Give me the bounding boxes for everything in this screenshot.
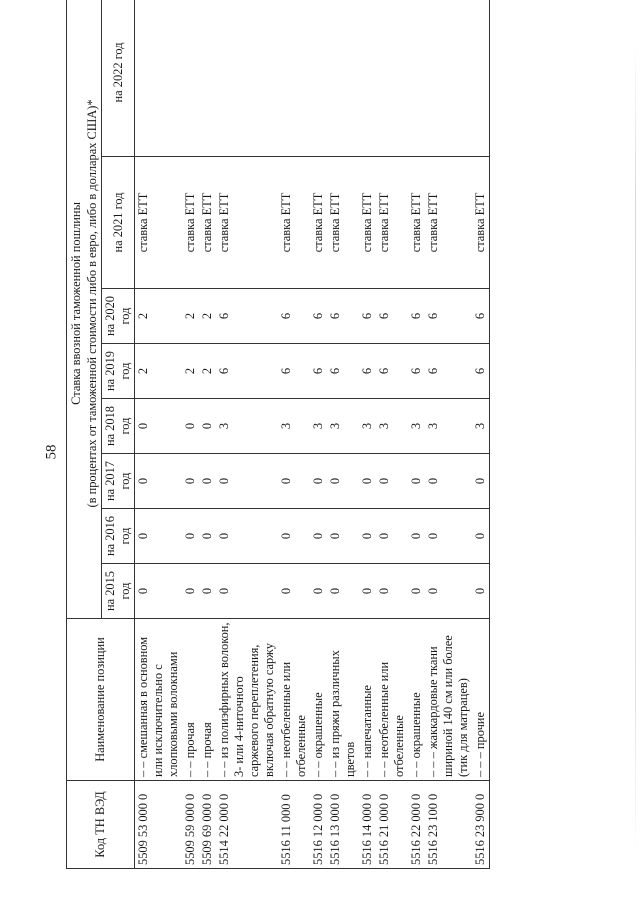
table-row (278, 0, 310, 869)
cell-rate: ставка ЕТТ (408, 157, 425, 289)
cell-rate: 0 (135, 454, 183, 509)
table-row (425, 0, 472, 869)
cell-rate: 0 (425, 509, 472, 564)
table-row (408, 0, 425, 869)
cell-rate (278, 0, 310, 157)
cell-name: – – смешанная в основном или исключительно с хлопковыми волокнами (135, 619, 183, 781)
header-year: на 2015 год (102, 564, 135, 619)
cell-rate: 0 (182, 399, 199, 454)
cell-rate: 0 (327, 509, 359, 564)
header-rate (67, 0, 102, 619)
cell-rate: 0 (135, 564, 183, 619)
cell-rate: 0 (425, 564, 472, 619)
cell-rate: 6 (327, 344, 359, 399)
cell-code: 5516 23 100 0 (425, 781, 472, 869)
cell-rate: ставка ЕТТ (472, 157, 490, 289)
cell-name: – – окрашенные (310, 619, 327, 781)
cell-rate: 3 (278, 399, 310, 454)
cell-code: 5516 12 000 0 (310, 781, 327, 869)
cell-rate: 0 (472, 454, 490, 509)
header-name: Наименование позиции (67, 619, 135, 781)
cell-name: – – неотбеленные или отбеленные (278, 619, 310, 781)
cell-code: 5509 69 000 0 (199, 781, 216, 869)
cell-rate: 0 (182, 454, 199, 509)
cell-rate: ставка ЕТТ (278, 157, 310, 289)
table-row (376, 0, 408, 869)
cell-rate: 0 (216, 564, 278, 619)
cell-rate: 0 (182, 509, 199, 564)
cell-rate: 6 (425, 289, 472, 344)
cell-rate: 0 (216, 454, 278, 509)
cell-rate (182, 0, 199, 157)
table-row (327, 0, 359, 869)
cell-rate: 6 (472, 289, 490, 344)
cell-rate: 0 (182, 564, 199, 619)
cell-rate: 3 (425, 399, 472, 454)
table-row (310, 0, 327, 869)
cell-rate: 6 (408, 289, 425, 344)
cell-rate: 2 (135, 289, 183, 344)
cell-code: 5516 13 000 0 (327, 781, 359, 869)
cell-rate: 0 (310, 564, 327, 619)
cell-rate (408, 0, 425, 157)
cell-rate (135, 0, 183, 157)
table-row (182, 0, 199, 869)
cell-rate (472, 0, 490, 157)
cell-name: – – прочая (182, 619, 199, 781)
cell-rate: ставка ЕТТ (425, 157, 472, 289)
cell-rate: 0 (408, 564, 425, 619)
cell-rate (376, 0, 408, 157)
cell-rate (359, 0, 376, 157)
cell-rate: 3 (216, 399, 278, 454)
cell-rate: 6 (327, 289, 359, 344)
cell-name: – – из полиэфирных волокон, 3- или 4-ниточного саржевого переплетения, включая обратную саржу (216, 619, 278, 781)
cell-rate: 0 (135, 399, 183, 454)
header-year: на 2019 год (102, 344, 135, 399)
cell-rate: 6 (310, 344, 327, 399)
cell-rate: 2 (199, 289, 216, 344)
cell-rate: ставка ЕТТ (216, 157, 278, 289)
cell-rate: 0 (327, 564, 359, 619)
cell-code: 5514 22 000 0 (216, 781, 278, 869)
cell-name: – – – прочие (472, 619, 490, 781)
cell-rate: 0 (135, 509, 183, 564)
cell-rate: 0 (278, 509, 310, 564)
cell-rate: 0 (310, 454, 327, 509)
tariff-table-container (66, 29, 586, 869)
cell-code: 5509 53 000 0 (135, 781, 183, 869)
cell-rate (216, 0, 278, 157)
header-year: на 2018 год (102, 399, 135, 454)
cell-rate: 0 (199, 509, 216, 564)
cell-rate: 0 (199, 564, 216, 619)
cell-rate: 2 (135, 344, 183, 399)
cell-rate: 0 (376, 564, 408, 619)
cell-rate: 2 (182, 289, 199, 344)
cell-rate: 3 (472, 399, 490, 454)
cell-rate: 6 (376, 344, 408, 399)
cell-rate: 3 (376, 399, 408, 454)
tariff-table (66, 0, 490, 869)
cell-rate: 6 (216, 344, 278, 399)
cell-rate: 6 (278, 289, 310, 344)
cell-rate: 2 (182, 344, 199, 399)
cell-rate (425, 0, 472, 157)
cell-rate (199, 0, 216, 157)
header-year: на 2016 год (102, 509, 135, 564)
header-rate-line2: (в процентах от таможенной стоимости либо в евро, либо в долларах США)* (85, 99, 99, 508)
cell-name: – – окрашенные (408, 619, 425, 781)
cell-rate: 6 (216, 289, 278, 344)
cell-rate: 0 (359, 564, 376, 619)
cell-code: 5516 22 000 0 (408, 781, 425, 869)
cell-rate: 0 (376, 454, 408, 509)
cell-rate: ставка ЕТТ (376, 157, 408, 289)
header-code: Код ТН ВЭД (67, 781, 135, 869)
cell-rate: 0 (359, 509, 376, 564)
page-number: 58 (43, 444, 60, 460)
cell-rate: 0 (472, 564, 490, 619)
cell-rate: 3 (408, 399, 425, 454)
cell-rate: 6 (408, 344, 425, 399)
cell-name: – – неотбеленные или отбеленные (376, 619, 408, 781)
cell-rate: 0 (408, 509, 425, 564)
cell-rate: 6 (376, 289, 408, 344)
cell-rate: ставка ЕТТ (359, 157, 376, 289)
table-row (216, 0, 278, 869)
table-row (135, 0, 183, 869)
cell-name: – – из пряжи различных цветов (327, 619, 359, 781)
cell-code: 5516 23 900 0 (472, 781, 490, 869)
header-year: на 2022 год (102, 0, 135, 157)
cell-rate: 0 (425, 454, 472, 509)
cell-rate: 6 (359, 344, 376, 399)
cell-rate: 6 (278, 344, 310, 399)
cell-name: – – – жаккардовые ткани шириной 140 см или более (тик для матрацев) (425, 619, 472, 781)
cell-code: 5516 14 000 0 (359, 781, 376, 869)
cell-rate: 0 (472, 509, 490, 564)
cell-rate: 0 (216, 509, 278, 564)
cell-rate: 6 (425, 344, 472, 399)
cell-rate: 0 (408, 454, 425, 509)
header-rate-line1: Ставка ввозной таможенной пошлины (69, 202, 83, 405)
cell-rate: 6 (472, 344, 490, 399)
table-row (359, 0, 376, 869)
cell-code: 5516 11 000 0 (278, 781, 310, 869)
cell-rate: 0 (359, 454, 376, 509)
cell-rate: 0 (327, 454, 359, 509)
cell-code: 5516 21 000 0 (376, 781, 408, 869)
cell-rate: 3 (327, 399, 359, 454)
cell-rate: ставка ЕТТ (135, 157, 183, 289)
cell-code: 5509 59 000 0 (182, 781, 199, 869)
cell-rate: 2 (199, 344, 216, 399)
cell-rate: 0 (199, 399, 216, 454)
header-year: на 2021 год (102, 157, 135, 289)
cell-rate: 3 (359, 399, 376, 454)
cell-rate (327, 0, 359, 157)
cell-rate: ставка ЕТТ (182, 157, 199, 289)
cell-name: – – напечатанные (359, 619, 376, 781)
cell-rate (310, 0, 327, 157)
cell-rate: 0 (376, 509, 408, 564)
cell-rate: 0 (278, 454, 310, 509)
table-row (199, 0, 216, 869)
cell-rate: 6 (359, 289, 376, 344)
header-year: на 2020 год (102, 289, 135, 344)
header-year: на 2017 год (102, 454, 135, 509)
cell-rate: ставка ЕТТ (327, 157, 359, 289)
rotated-table (66, 29, 586, 869)
table-body (135, 0, 490, 869)
table-row (472, 0, 490, 869)
cell-rate: 0 (278, 564, 310, 619)
scan-edge-line (635, 40, 636, 860)
cell-name: – – прочая (199, 619, 216, 781)
cell-rate: 0 (310, 509, 327, 564)
cell-rate: 0 (199, 454, 216, 509)
cell-rate: 6 (310, 289, 327, 344)
cell-rate: ставка ЕТТ (310, 157, 327, 289)
cell-rate: 3 (310, 399, 327, 454)
cell-rate: ставка ЕТТ (199, 157, 216, 289)
